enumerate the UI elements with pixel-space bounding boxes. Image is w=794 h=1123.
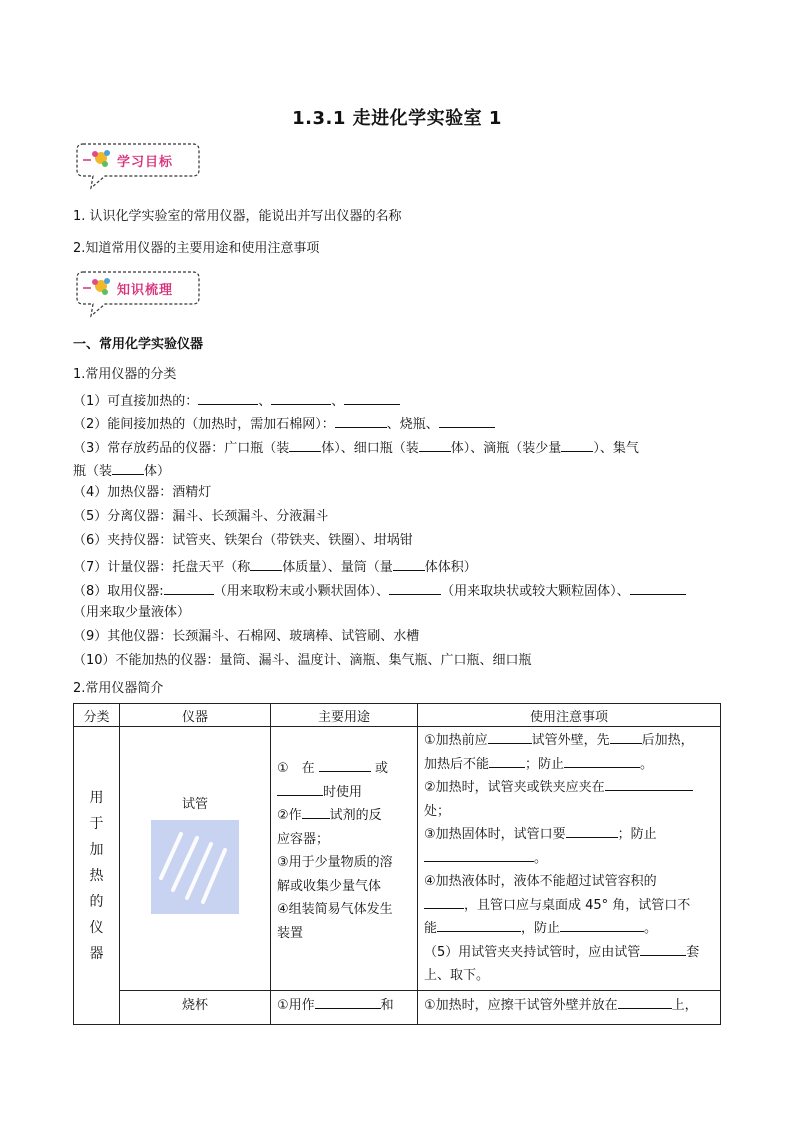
table-row xyxy=(74,727,721,991)
item-9: （9）其他仪器：长颈漏斗、石棉网、玻璃棒、试管刷、水槽 xyxy=(73,629,420,644)
item-10: （10）不能加热的仪器：量筒、漏斗、温度计、滴瓶、集气瓶、广口瓶、细口瓶 xyxy=(73,653,532,668)
answer-blank xyxy=(277,781,323,796)
answer-blank xyxy=(315,994,381,1009)
goal-1: 1. 认识化学实验室的常用仪器，能说出并写出仪器的名称 xyxy=(73,209,402,224)
answer-blank xyxy=(112,460,144,475)
answer-blank xyxy=(335,413,387,428)
answer-blank xyxy=(393,556,425,571)
answer-blank xyxy=(564,753,640,768)
header-notes: 使用注意事项 xyxy=(418,704,721,727)
instrument-cell xyxy=(120,990,271,1024)
header-instrument: 仪器 xyxy=(120,704,271,727)
goal-2: 2.知道常用仪器的主要用途和使用注意事项 xyxy=(73,241,320,256)
answer-blank xyxy=(164,580,214,595)
header-category: 分类 xyxy=(74,704,120,727)
answer-blank xyxy=(424,894,464,909)
item-4: （4）加热仪器：酒精灯 xyxy=(73,485,212,500)
instrument-cell xyxy=(120,727,271,991)
answer-blank xyxy=(437,917,521,932)
answer-blank xyxy=(560,917,644,932)
answer-blank xyxy=(319,757,371,772)
item-5: （5）分离仪器：漏斗、长颈漏斗、分液漏斗 xyxy=(73,509,329,524)
header-uses: 主要用途 xyxy=(271,704,418,727)
item-1: （1）可直接加热的： 、 、 xyxy=(73,390,400,411)
answer-blank xyxy=(302,804,330,819)
instrument-table xyxy=(73,703,721,1025)
item-7: （7）计量仪器：托盘天平（称 体质量）、量筒（量 体体积） xyxy=(73,556,477,577)
answer-blank xyxy=(419,437,451,452)
subheading-classification: 1.常用仪器的分类 xyxy=(73,367,177,382)
answer-blank xyxy=(250,556,282,571)
table-row xyxy=(74,990,721,1024)
category-cell: 用 于 加 热 的 仪 器 xyxy=(74,727,120,1025)
answer-blank xyxy=(489,753,525,768)
answer-blank xyxy=(630,580,686,595)
item-8-cont: （用来取少量液体） xyxy=(73,605,191,620)
answer-blank xyxy=(271,390,331,405)
test-tube-icon xyxy=(151,820,239,914)
answer-blank xyxy=(610,729,642,744)
item-3-cont: 瓶（装 体） xyxy=(73,460,170,481)
answer-blank xyxy=(198,390,258,405)
answer-blank xyxy=(424,847,534,862)
answer-blank xyxy=(488,729,532,744)
uses-cell: ① 在 或 时使用 ②作 试剂的反 应容器； ③用于少量物质的溶 解或收集少量气体 ④组装简易气体发生 装置 xyxy=(271,727,418,991)
answer-blank xyxy=(605,776,693,791)
answer-blank xyxy=(344,390,400,405)
goals-badge-label: 学习目标 xyxy=(117,155,174,170)
answer-blank xyxy=(389,580,441,595)
notes-cell: ①加热前应 试管外壁，先 后加热， 加热后不能 ；防止 。 ②加热时，试管夹或铁夹应夹在 处； ③加热固体时，试管口要 ；防止 。 ④加热液体时，液体不能超过试管容积的 ，且管口应与桌面成 45° 角，试管口不 能 ，防止 。 （5）用试管夹夹持试管时，应由试管 套 上、取下。 xyxy=(418,727,721,991)
knowledge-badge-label: 知识梳理 xyxy=(117,283,174,298)
uses-cell: ①用作 和 xyxy=(271,990,418,1024)
notes-cell: ①加热时，应擦干试管外壁并放在 上， xyxy=(418,990,721,1024)
knowledge-badge xyxy=(75,270,201,306)
instrument-name: 试管 xyxy=(181,797,208,812)
page-title: 1.3.1 走进化学实验室 1 xyxy=(292,108,502,129)
answer-blank xyxy=(289,437,321,452)
answer-blank xyxy=(566,823,618,838)
subheading-intro: 2.常用仪器简介 xyxy=(73,681,164,696)
test-tube-image xyxy=(151,820,239,914)
answer-blank xyxy=(439,413,495,428)
item-8: （8）取用仪器: （用来取粉末或小颗状固体）、 （用来取块状或较大颗粒固体）、 xyxy=(73,580,686,601)
answer-blank xyxy=(640,941,686,956)
goals-badge xyxy=(75,142,201,178)
instrument-name: 烧杯 xyxy=(181,997,208,1013)
section-heading: 一、常用化学实验仪器 xyxy=(73,337,204,352)
item-2: （2）能间接加热的（加热时，需加石棉网）： 、烧瓶、 xyxy=(73,413,495,434)
item-6: （6）夹持仪器：试管夹、铁架台（带铁夹、铁圈）、坩埚钳 xyxy=(73,533,413,548)
table-header-row xyxy=(74,704,721,727)
item-3: （3）常存放药品的仪器：广口瓶（装 体）、细口瓶（装 体）、滴瓶（装少量 ）、集气 xyxy=(73,437,639,458)
answer-blank xyxy=(561,437,593,452)
answer-blank xyxy=(618,994,672,1009)
